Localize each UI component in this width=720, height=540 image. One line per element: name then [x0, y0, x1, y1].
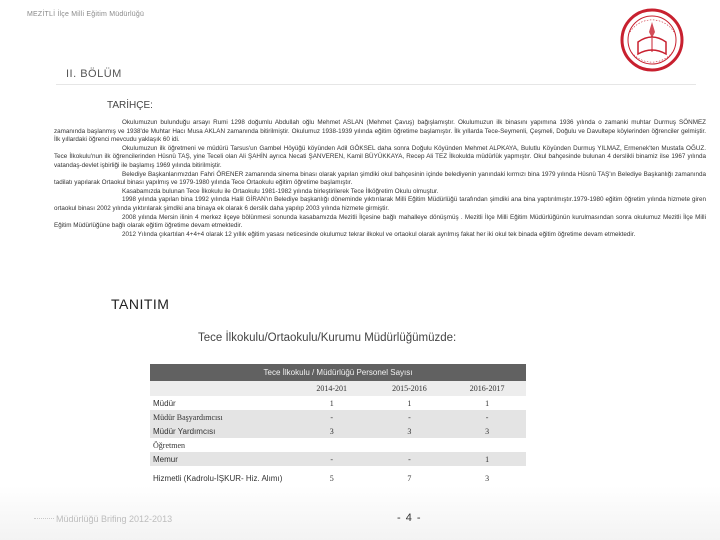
table-cell: 7	[407, 473, 412, 483]
table-row	[150, 424, 526, 438]
staff-table-grid	[150, 381, 526, 490]
table-header-cell: 2015-2016	[371, 381, 449, 396]
table-header-cell	[150, 381, 293, 396]
row-label: Memur	[150, 452, 293, 466]
staff-table-title: Tece İlkokulu / Müdürlüğü Personel Sayısı	[150, 364, 526, 381]
table-row	[150, 438, 526, 452]
table-cell: 5	[329, 473, 334, 483]
table-cell: 1	[485, 398, 490, 408]
history-paragraph: 1998 yılında yapılan bina 1992 yılında Halil GİRAN'ın Belediye başkanlığı döneminde yıktırılarak Milli Eğitim Müdürlüğü tarafından şimdiki ana bina yaptırılmıştır.1979-1980 eğitim öğretim yılında hizmete giren ortaokul binası 2002 yılında yıktırılarak şimdiki ana binaya ek olarak 6 derslik daha yapılıp 2003 yılında hizmete girmiştir.	[54, 196, 706, 212]
table-header-cell: 2016-2017	[448, 381, 526, 396]
section-title: II. BÖLÜM	[66, 68, 122, 80]
table-cell: 1	[448, 452, 526, 466]
table-cell	[371, 438, 449, 452]
history-paragraph: Kasabamızda bulunan Tece İlkokulu ile Ortaokulu 1981-1982 yılında birleştirilerek Tece İlköğretim Okulu olmuştur.	[122, 187, 439, 195]
table-row	[150, 452, 526, 466]
history-paragraph: 2008 yılında Mersin ilinin 4 merkez ilçeye bölünmesi sonunda kasabamızda Mezitli İlçesine bağlı mahalleye dönüşmüş . Mezitli İlçe Milli Eğitim Müdürlüğünün kurulmasından sonra okulumuz Mezitli İlçe Milli Eğitim Müdürlüğüne bağlı olarak eğitim öğretime devam etmektedir.	[54, 213, 706, 230]
history-paragraph: Okulumuzun ilk öğretmeni ve müdürü Tarsus'un Gambel Höyüğü köyünden Adil GÖKSEL daha sonra Doğulu Köyünden Mehmet ALPKAYA, Bulutlu Köyünden Durmuş YILMAZ, Ermenek'ten Mustafa OĞUZ. Tece İlkokulu'nun ilk öğrencilerinden Hüsnü TAŞ, yine Teceli olan Ali ŞAHİN ayrıca Necati ŞANVEREN, Kamil BÜYÜKKAYA, Recep Ali TEZ İlkokulda müdürlük yapmıştır. Okul bahçesinde bulunan 4 derslikli binamiz ilse 1967 yılında vatandaş-devlet işbirliği ile başlamış 1969 yılında bitirilmiştir.	[54, 144, 706, 169]
table-header-cell: 2014-201	[293, 381, 371, 396]
table-cell: 1	[329, 398, 334, 408]
history-text	[54, 119, 706, 239]
staff-table	[150, 364, 526, 490]
table-cell	[293, 438, 371, 452]
table-row	[150, 410, 526, 424]
table-cell: -	[293, 452, 371, 466]
row-label: Müdür	[153, 398, 176, 408]
section-divider	[56, 84, 696, 85]
table-row	[150, 396, 526, 410]
table-cell: -	[448, 410, 526, 424]
table-header-row	[150, 381, 526, 396]
table-cell: 3	[293, 424, 371, 438]
intro-heading: TANITIM	[111, 296, 170, 312]
table-cell: -	[293, 410, 371, 424]
row-label: Müdür Yardımcısı	[150, 424, 293, 438]
ministry-of-education-logo	[612, 2, 692, 82]
table-cell: -	[371, 410, 449, 424]
footer-briefing-label: Müdürlüğü Brifing 2012-2013	[56, 514, 173, 524]
history-paragraph: Belediye Başkanlarımızdan Fahri ÖRENER zamanında sinema binası olarak yapılan şimdiki okul bahçesinin içinde belediyenin yanındaki kırmızı bina 1979 yılında Hüsnü TAŞ'ın Belediye Başkanlığı zamanında tadilatı yapılarak Ortaokul binası yapılmış ve 1979-1980 yılında Tece Ortaokulu eğitim öğretime başlamıştır.	[54, 170, 706, 187]
header-institution-name: MEZİTLİ İlçe Milli Eğitim Müdürlüğü	[27, 11, 145, 18]
footer-dotted-rule	[34, 518, 54, 520]
table-cell: -	[371, 452, 449, 466]
intro-subheading: Tece İlkokulu/Ortaokulu/Kurumu Müdürlüğümüzde:	[198, 332, 457, 344]
table-row	[150, 466, 526, 490]
history-paragraph: Okulumuzun bulunduğu arsayı Rumi 1298 doğumlu Abdullah oğlu Mehmet ASLAN (Mehmet Çavuş) bağışlamıştır. Okulumuzun ilk binasını yapımına 1936 yılında o zamanki muhtar Durmuş SÖNMEZ zamanında başlanmış ve 1938'de Muhtar Hacı Musa AKLAN zamanında bitirilmiştir. Okulumuz 1938-1939 yılında eğitim öğretime başlamıştır. İlk yıllarda Tece-Seymenli, Çeşmeli, Doğulu ve Davultepe köylerinden öğrenciler gelmiştir. İlk yıllardaki öğrenci mevcudu yaklaşık 60 idi.	[54, 119, 706, 144]
table-cell: 1	[407, 398, 412, 408]
table-cell: 3	[485, 473, 490, 483]
row-label: Hizmetli (Kadrolu-İŞKUR- Hiz. Alımı)	[153, 473, 283, 483]
history-paragraph: 2012 Yılında çıkartılan 4+4+4 olarak 12 yıllık eğitim yasası neticesinde okulumuz tekrar ilkokul ve ortaokul olarak ayrılmış fakat her iki okul tek binada eğitim öğretime devam etmektedir.	[122, 230, 636, 238]
history-heading: TARİHÇE:	[107, 100, 153, 111]
row-label: Öğretmen	[153, 440, 185, 450]
table-cell: 3	[371, 424, 449, 438]
page-number: - 4 -	[397, 512, 422, 524]
table-cell	[448, 438, 526, 452]
table-cell: 3	[448, 424, 526, 438]
row-label: Müdür Başyardımcısı	[150, 410, 293, 424]
